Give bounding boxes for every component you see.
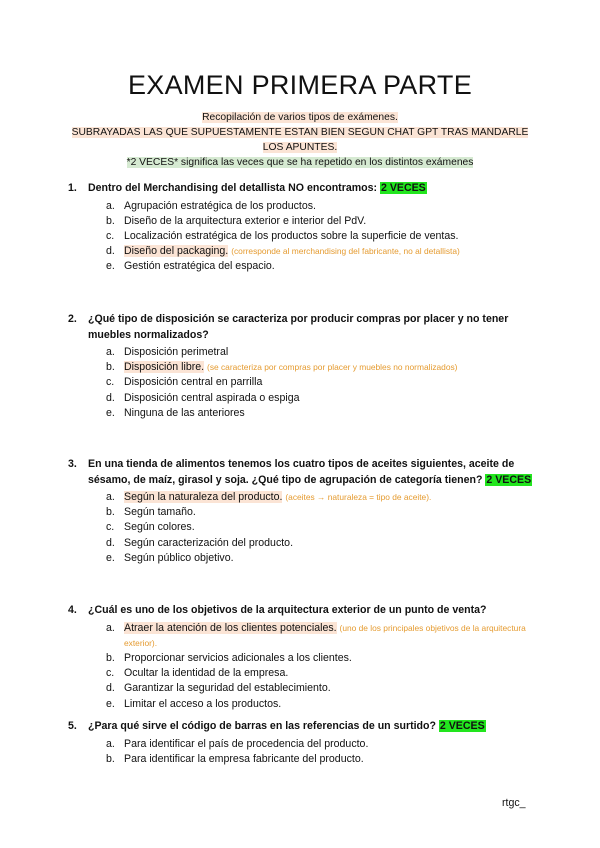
repeat-badge: 2 VECES: [486, 473, 532, 486]
option: c. Disposición central en parrilla: [106, 376, 263, 389]
question-text: ¿Para qué sirve el código de barras en las referencias de un surtido?: [88, 720, 436, 732]
option: a. Para identificar el país de procedencia del producto.: [106, 737, 369, 750]
footer-signature: rtgc_: [502, 797, 526, 809]
option-text: Disposición libre.: [124, 361, 205, 374]
option-text: Según público objetivo.: [124, 551, 234, 564]
intro-line-2: SUBRAYADAS LAS QUE SUPUESTAMENTE ESTAN BIEN SEGUN CHAT GPT TRAS MANDARLE LOS APUNTES.: [71, 127, 529, 153]
option: d. Disposición central aspirada o espiga: [106, 391, 300, 404]
option: e. Ninguna de las anteriores: [106, 406, 245, 419]
option-note: (corresponde al merchandising del fabricante, no al detallista): [231, 246, 460, 257]
question-1: [68, 181, 540, 275]
option-text: Limitar el acceso a los productos.: [124, 697, 282, 710]
question-2: [68, 312, 540, 421]
option: a. Agrupación estratégica de los productos.: [106, 199, 316, 212]
option: c. Según colores.: [106, 521, 195, 534]
option-text: Localización estratégica de los productos sobre la superficie de ventas.: [124, 229, 459, 242]
option-text: Según la naturaleza del producto.: [124, 491, 283, 503]
option-note: (se caracteriza por compras por placer y muebles no normalizados): [207, 362, 458, 373]
option: b. Para identificar la empresa fabricante del producto.: [106, 752, 364, 765]
question-number: 1.: [68, 182, 77, 194]
option-note: (uno de los principales objetivos de la arquitectura exterior).: [124, 622, 526, 648]
option-text: Garantizar la seguridad del establecimiento.: [124, 682, 331, 695]
option-correct: a. Según la naturaleza del producto. (aceites → naturaleza = tipo de aceite).: [106, 491, 432, 503]
option-correct: a. Atraer la atención de los clientes potenciales. (uno de los principales objetivos de la arquitectura exterior).: [106, 621, 526, 648]
question-4: [68, 603, 540, 712]
option: d. Según caracterización del producto.: [106, 536, 294, 549]
option: d. Garantizar la seguridad del establecimiento.: [106, 682, 331, 695]
page-title: EXAMEN PRIMERA PARTE: [127, 70, 473, 100]
option-text: Para identificar el país de procedencia del producto.: [124, 737, 369, 750]
option: b. Diseño de la arquitectura exterior e interior del PdV.: [106, 214, 367, 227]
option-text: Según colores.: [124, 521, 195, 534]
option-text: Diseño de la arquitectura exterior e interior del PdV.: [124, 214, 367, 227]
option-correct: d. Diseño del packaging. (corresponde al merchandising del fabricante, no al detallista): [106, 245, 460, 258]
intro-line-3: *2 VECES* significa las veces que se ha repetido en los distintos exámenes: [126, 157, 474, 168]
option: b. Proporcionar servicios adicionales a los clientes.: [106, 651, 352, 664]
question-number: 5.: [68, 720, 77, 732]
question-text: En una tienda de alimentos tenemos los cuatro tipos de aceites siguientes, aceite de sésamo, de maíz, girasol y soja. ¿Qué tipo de agrupación de categoría tienen?: [88, 458, 515, 486]
option-note: (aceites → naturaleza = tipo de aceite).: [285, 492, 432, 502]
question-number: 3.: [68, 458, 77, 470]
option: e. Gestión estratégica del espacio.: [106, 260, 275, 273]
option: b. Según tamaño.: [106, 506, 196, 519]
option-text: Gestión estratégica del espacio.: [124, 260, 275, 273]
option-text: Disposición central en parrilla: [124, 376, 263, 389]
option: e. Según público objetivo.: [106, 551, 234, 564]
option-text: Disposición perimetral: [124, 346, 229, 358]
question-text: ¿Qué tipo de disposición se caracteriza por producir compras por placer y no tener muebles normalizados?: [88, 313, 509, 341]
repeat-badge: 2 VECES: [380, 182, 426, 194]
intro-block: [60, 110, 540, 170]
question-3: [68, 457, 540, 566]
option-correct: b. Disposición libre. (se caracteriza por compras por placer y muebles no normalizados): [106, 361, 458, 374]
option-text: Diseño del packaging.: [124, 245, 229, 258]
option-text: Ninguna de las anteriores: [124, 406, 245, 419]
question-number: 2.: [68, 313, 77, 325]
question-5: [68, 719, 540, 767]
option: e. Limitar el acceso a los productos.: [106, 697, 282, 710]
option-text: Según caracterización del producto.: [124, 536, 294, 549]
option: c. Localización estratégica de los productos sobre la superficie de ventas.: [106, 229, 459, 242]
intro-line-1: Recopilación de varios tipos de exámenes.: [202, 112, 398, 123]
question-number: 4.: [68, 604, 77, 616]
question-text: ¿Cuál es uno de los objetivos de la arquitectura exterior de un punto de venta?: [88, 604, 487, 616]
option-text: Agrupación estratégica de los productos.: [124, 199, 316, 212]
option-text: Según tamaño.: [124, 506, 196, 519]
option: c. Ocultar la identidad de la empresa.: [106, 667, 289, 680]
option-text: Proporcionar servicios adicionales a los clientes.: [124, 651, 352, 664]
option-text: Disposición central aspirada o espiga: [124, 391, 300, 404]
option-text: Ocultar la identidad de la empresa.: [124, 667, 289, 680]
option-text: Atraer la atención de los clientes potenciales.: [124, 621, 337, 634]
option-text: Para identificar la empresa fabricante del producto.: [124, 752, 364, 765]
question-text: Dentro del Merchandising del detallista NO encontramos:: [88, 182, 378, 194]
option: a. Disposición perimetral: [106, 346, 229, 358]
repeat-badge: 2 VECES: [439, 720, 485, 732]
